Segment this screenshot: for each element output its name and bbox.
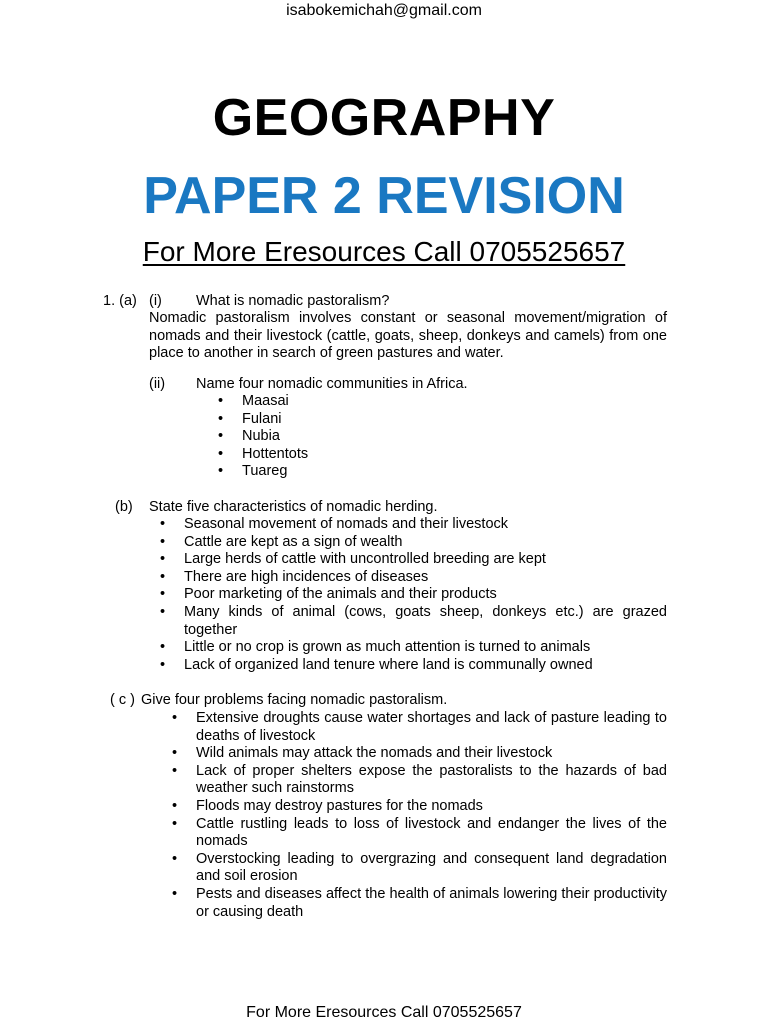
list-item	[218, 428, 662, 446]
bullet-icon: •	[172, 815, 178, 832]
list-item	[218, 410, 662, 429]
list-item-text: Many kinds of animal (cows, goats sheep, donkeys etc.) are grazed together	[184, 603, 667, 638]
list-item-text: Lack of proper shelters expose the pastoralists to the hazards of bad weather such rainstorms	[196, 762, 667, 797]
list-item	[160, 516, 667, 534]
list-item	[160, 551, 667, 569]
footer-call: For More Eresources Call 0705525657	[246, 1004, 522, 1021]
list-item	[160, 639, 667, 657]
bullet-icon: •	[160, 568, 166, 585]
bullet-icon: •	[218, 463, 224, 480]
bullet-icon: •	[172, 710, 178, 726]
list-item-text: Hottentots	[242, 445, 309, 462]
list-item-text: Fulani	[242, 410, 282, 427]
bullet-icon: •	[218, 428, 224, 445]
bullet-icon: •	[160, 551, 166, 568]
call-banner	[0, 236, 768, 268]
bullet-icon: •	[172, 885, 178, 902]
bullet-icon: •	[218, 445, 224, 462]
list-item	[172, 762, 667, 798]
subquestion-ii-text: Name four nomadic communities in Africa.	[196, 376, 468, 392]
characteristics-list	[160, 516, 667, 674]
bullet-icon: •	[160, 533, 166, 550]
subquestion-i-label: (i)	[149, 293, 162, 309]
list-item-text: Wild animals may attack the nomads and their livestock	[196, 745, 553, 762]
page-title: GEOGRAPHY	[212, 89, 556, 147]
list-item	[218, 463, 662, 481]
bullet-icon: •	[172, 745, 178, 762]
bullet-icon: •	[218, 410, 224, 427]
list-item-text: Extensive droughts cause water shortages and lack of pasture leading to deaths of livestock	[196, 710, 667, 744]
page-subtitle: PAPER 2 REVISION	[143, 167, 625, 225]
list-item	[172, 815, 667, 851]
header-email: isabokemichah@gmail.com	[286, 2, 482, 19]
question-number: 1. (a)	[103, 293, 137, 309]
list-item-text: Nubia	[242, 428, 280, 445]
list-item-text: Lack of organized land tenure where land is communally owned	[184, 656, 593, 673]
list-item	[218, 445, 662, 464]
list-item-text: Seasonal movement of nomads and their livestock	[184, 516, 509, 532]
bullet-icon: •	[172, 762, 178, 779]
list-item-text: Poor marketing of the animals and their products	[184, 586, 497, 603]
bullet-icon: •	[160, 639, 166, 656]
list-item-text: Overstocking leading to overgrazing and consequent land degradation and soil erosion	[196, 850, 667, 885]
list-item	[172, 745, 667, 763]
list-item-text: Maasai	[242, 393, 289, 409]
bullet-icon: •	[218, 393, 224, 409]
bullet-icon: •	[160, 586, 166, 603]
part-b-label: (b)	[115, 499, 133, 515]
list-item-text: Cattle rustling leads to loss of livestock and endanger the lives of the nomads	[196, 815, 667, 850]
list-item-text: There are high incidences of diseases	[184, 568, 429, 585]
list-item	[160, 603, 667, 639]
bullet-icon: •	[160, 656, 166, 673]
call-banner-text: For More Eresources Call 0705525657	[142, 236, 626, 267]
part-b-question: State five characteristics of nomadic herding.	[149, 499, 438, 515]
problems-list	[172, 710, 667, 921]
list-item	[172, 797, 667, 816]
list-item-text: Pests and diseases affect the health of animals lowering their productivity or causing death	[196, 885, 667, 920]
list-item	[160, 656, 667, 675]
bullet-icon: •	[172, 850, 178, 867]
part-c-label: ( c )	[110, 692, 135, 708]
list-item	[160, 586, 667, 604]
list-item	[218, 393, 662, 411]
list-item	[160, 533, 667, 552]
subquestion-i-answer: Nomadic pastoralism involves constant or seasonal movement/migration of nomads and their livestock (cattle, goats, sheep, donkeys and camels) from one place to another in search of green pastures and water.	[149, 310, 667, 361]
list-item-text: Cattle are kept as a sign of wealth	[184, 533, 403, 550]
list-item-text: Floods may destroy pastures for the nomads	[196, 797, 483, 814]
bullet-icon: •	[160, 516, 166, 532]
list-item-text: Little or no crop is grown as much attention is turned to animals	[184, 639, 591, 656]
list-item	[172, 885, 667, 921]
part-c-question: Give four problems facing nomadic pastoralism.	[141, 692, 448, 708]
bullet-icon: •	[172, 797, 178, 814]
list-item	[172, 710, 667, 745]
subquestion-ii-label: (ii)	[149, 376, 166, 392]
list-item	[172, 850, 667, 886]
list-item	[160, 568, 667, 587]
bullet-icon: •	[160, 603, 166, 620]
list-item-text: Large herds of cattle with uncontrolled breeding are kept	[184, 551, 546, 568]
subquestion-i-text: What is nomadic pastoralism?	[196, 293, 390, 309]
communities-list	[218, 393, 662, 481]
list-item-text: Tuareg	[242, 463, 288, 480]
